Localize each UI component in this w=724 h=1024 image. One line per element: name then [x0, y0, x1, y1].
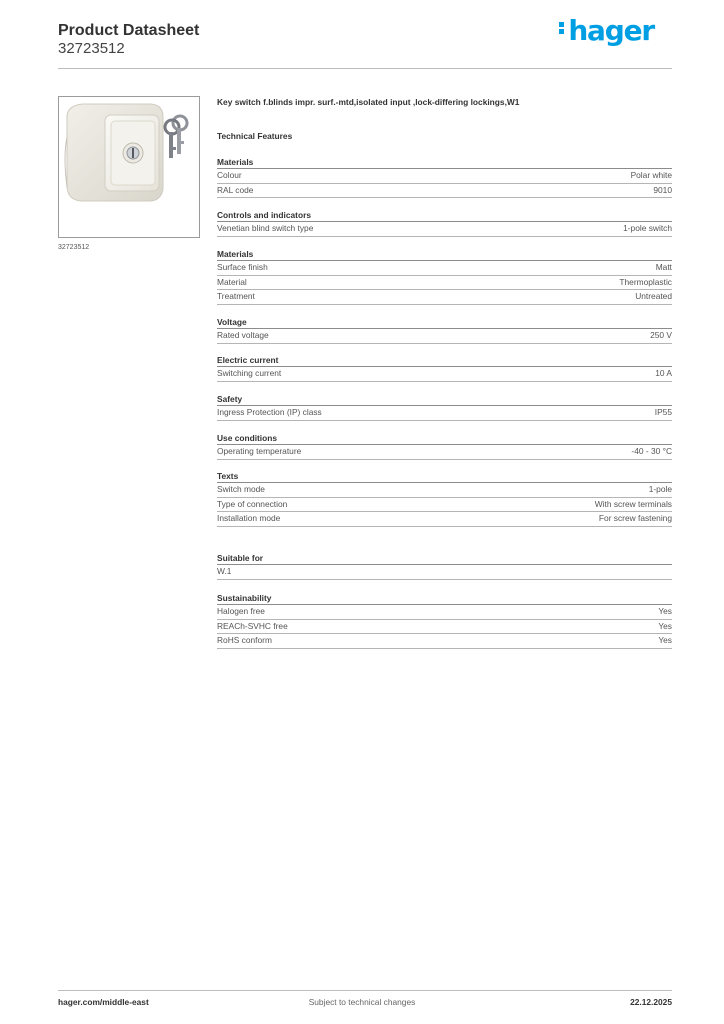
- spec-value: 10 A: [655, 368, 672, 378]
- spec-group: [217, 552, 672, 580]
- spec-label: REACh-SVHC free: [217, 620, 288, 631]
- spec-label: Installation mode: [217, 513, 281, 523]
- spec-value: 1-pole switch: [623, 223, 672, 233]
- group-title: Materials: [217, 156, 672, 169]
- image-caption: 32723512: [58, 244, 90, 251]
- footer-divider: [58, 990, 672, 991]
- footer-date: 22.12.2025: [630, 997, 672, 1007]
- spec-group: [217, 432, 672, 460]
- spec-row: [217, 406, 672, 421]
- spec-row: [217, 184, 672, 199]
- spec-value: Thermoplastic: [619, 276, 672, 287]
- spec-row: [217, 634, 672, 649]
- spec-group: [217, 592, 672, 649]
- spec-row: [217, 512, 672, 527]
- spec-label: Material: [217, 276, 247, 287]
- spec-group: [217, 156, 672, 198]
- spec-group: [217, 470, 672, 527]
- product-description: Key switch f.blinds impr. surf.-mtd,isolated input ,lock-differing lockings,W1: [217, 97, 520, 107]
- spec-value: 250 V: [650, 330, 672, 340]
- spec-row: [217, 445, 672, 460]
- spec-label: RoHS conform: [217, 635, 272, 645]
- spec-label: Rated voltage: [217, 330, 269, 340]
- spec-value: Matt: [655, 262, 672, 272]
- product-number: 32723512: [58, 40, 125, 57]
- group-title: Sustainability: [217, 592, 672, 605]
- spec-label: RAL code: [217, 184, 254, 195]
- spec-value: Untreated: [635, 291, 672, 301]
- spec-value: 1-pole: [648, 484, 672, 494]
- group-title: Electric current: [217, 354, 672, 367]
- website-link[interactable]: hager.com/middle-east: [58, 997, 149, 1007]
- key-switch-illustration: [59, 97, 199, 237]
- spec-label: Treatment: [217, 291, 255, 301]
- spec-row: [217, 169, 672, 184]
- spec-value: With screw terminals: [594, 498, 672, 509]
- spec-row: [217, 261, 672, 276]
- spec-row: [217, 276, 672, 291]
- spec-row: [217, 620, 672, 635]
- spec-group: [217, 393, 672, 421]
- spec-row: [217, 565, 672, 580]
- spec-group: [217, 316, 672, 344]
- group-title: Safety: [217, 393, 672, 406]
- group-title: Texts: [217, 470, 672, 483]
- logo-text: hager: [568, 14, 654, 47]
- spec-label: Switching current: [217, 368, 282, 378]
- group-title: Suitable for: [217, 552, 672, 565]
- group-title: Controls and indicators: [217, 209, 672, 222]
- group-title: Voltage: [217, 316, 672, 329]
- spec-value: -40 - 30 °C: [631, 446, 672, 456]
- technical-features-heading: Technical Features: [217, 131, 293, 141]
- spec-group: [217, 354, 672, 382]
- spec-label: Halogen free: [217, 606, 265, 616]
- spec-value: For screw fastening: [598, 513, 672, 523]
- spec-value: 9010: [653, 184, 672, 195]
- document-header: [58, 21, 199, 58]
- spec-row: [217, 222, 672, 237]
- spec-value: IP55: [654, 407, 672, 417]
- spec-label: Colour: [217, 170, 242, 180]
- header-divider: [58, 68, 672, 69]
- spec-row: [217, 483, 672, 498]
- spec-label: Type of connection: [217, 498, 288, 509]
- spec-label: Operating temperature: [217, 446, 302, 456]
- spec-label: Venetian blind switch type: [217, 223, 314, 233]
- document-title: Product Datasheet: [58, 22, 200, 39]
- spec-label: Ingress Protection (IP) class: [217, 407, 322, 417]
- spec-value: Yes: [658, 606, 672, 616]
- spec-value: Yes: [658, 620, 672, 631]
- group-title: Materials: [217, 248, 672, 261]
- spec-row: [217, 290, 672, 305]
- spec-value: Yes: [658, 635, 672, 645]
- spec-row: [217, 329, 672, 344]
- hager-logo: [559, 14, 654, 47]
- footer-notice: Subject to technical changes: [308, 997, 416, 1007]
- logo-dots-icon: [559, 20, 566, 36]
- spec-group: [217, 248, 672, 305]
- spec-label: W.1: [217, 566, 232, 576]
- spec-value: Polar white: [630, 170, 672, 180]
- spec-row: [217, 498, 672, 513]
- spec-label: Switch mode: [217, 484, 265, 494]
- spec-row: [217, 367, 672, 382]
- group-title: Use conditions: [217, 432, 672, 445]
- spec-label: Surface finish: [217, 262, 268, 272]
- product-image: [58, 96, 200, 238]
- spec-row: [217, 605, 672, 620]
- spec-group: [217, 209, 672, 237]
